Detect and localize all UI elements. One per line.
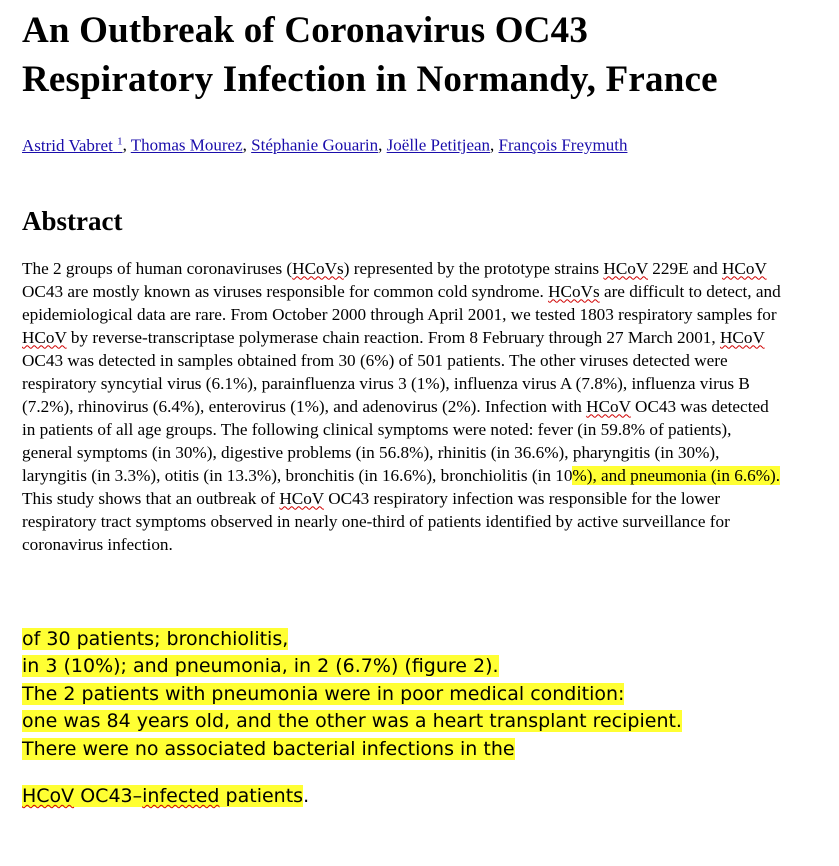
highlighted-text[interactable]: OC43– (74, 785, 143, 808)
abstract-heading: Abstract (22, 205, 123, 236)
author-separator: , (242, 135, 252, 155)
tail-period: . (303, 785, 310, 808)
author-link[interactable] (387, 136, 490, 155)
excerpt-line-text[interactable]: The 2 patients with pneumonia were in poor medical condition: (22, 682, 625, 705)
author-link[interactable] (131, 136, 243, 155)
abstract-text: The 2 groups of human coronaviruses ( (22, 258, 293, 278)
author-link[interactable] (251, 136, 378, 155)
abstract-text: ) represented by the prototype strains (343, 258, 604, 278)
author-separator: , (378, 135, 387, 155)
document-page (22, 0, 822, 810)
abstract-text: are difficult to detect, and epidemiological data are rare. From October 2000 through April 2001, we tested 1803 respiratory samples for (22, 281, 781, 324)
spellcheck-word[interactable]: HCoV (721, 258, 767, 278)
highlighted-text[interactable]: %), and pneumonia (in 6.6%). (572, 465, 781, 485)
excerpt-line (22, 626, 822, 654)
excerpt-line (22, 653, 822, 681)
spellcheck-word[interactable]: HCoV (279, 488, 324, 508)
affiliation-marker: 1 (117, 135, 123, 147)
author-name: Astrid Vabret (22, 135, 113, 155)
highlighted-excerpt (22, 626, 822, 764)
abstract-text: OC43 respiratory infection was responsible for the lower respiratory tract symptoms observed in nearly one-third of patients identified by active surveillance for coronavirus infection. (22, 488, 730, 554)
highlighted-text[interactable]: patients (219, 785, 304, 808)
author-separator: , (490, 135, 499, 155)
excerpt-tail (22, 783, 822, 810)
spellcheck-word[interactable]: HCoVs (292, 258, 344, 278)
abstract-text: OC43 was detected in patients of all age groups. The following clinical symptoms were noted: fever (in 59.8% of patients), general symptoms (in 30%), digestive problems (in 56.8%), rhinitis (in 36.6%), pharyngitis (in 30%), laryngitis (in 3.3%), otitis (in 13.3%), bronchitis (in 16.6%), bronchiolitis (in 10 (22, 396, 769, 485)
author-name: Joëlle Petitjean (386, 135, 491, 155)
spellcheck-word[interactable]: HCoV (22, 785, 75, 808)
author-name: Stéphanie Gouarin (251, 135, 379, 155)
author-name: Thomas Mourez (130, 135, 243, 155)
excerpt-line-text[interactable]: There were no associated bacterial infections in the (22, 737, 515, 760)
spellcheck-word[interactable]: HCoV (22, 327, 67, 347)
abstract-text: OC43 are mostly known as viruses responsible for common cold syndrome. (22, 281, 549, 301)
excerpt-line-text[interactable]: in 3 (10%); and pneumonia, in 2 (6.7%) (figure 2). (22, 655, 499, 678)
author-separator: , (122, 135, 131, 155)
spellcheck-word[interactable]: HCoVs (548, 281, 600, 301)
title-line-2: Respiratory Infection in Normandy, France (22, 59, 718, 100)
abstract-text: by reverse-transcriptase polymerase chain reaction. From 8 February through 27 March 2001, (66, 327, 720, 347)
author-name: François Freymuth (498, 135, 628, 155)
excerpt-line-text[interactable]: of 30 patients; bronchiolitis, (22, 627, 289, 650)
abstract-text: This study shows that an outbreak of (22, 488, 280, 508)
excerpt-line (22, 681, 822, 709)
spellcheck-word[interactable]: HCoV (603, 258, 648, 278)
abstract-body (22, 257, 782, 556)
spellcheck-word[interactable]: infected (142, 785, 220, 808)
author-link[interactable] (499, 136, 628, 155)
author-list (22, 130, 822, 157)
title-line-1: An Outbreak of Coronavirus OC43 (22, 10, 589, 51)
spellcheck-word[interactable]: HCoV (719, 327, 765, 347)
author-link[interactable] (22, 136, 123, 155)
article-title (22, 6, 822, 104)
spellcheck-word[interactable]: HCoV (586, 396, 631, 416)
excerpt-line-text[interactable]: one was 84 years old, and the other was a heart transplant recipient. (22, 710, 682, 733)
excerpt-line (22, 708, 822, 736)
excerpt-line (22, 736, 822, 764)
abstract-text: OC43 was detected in samples obtained from 30 (6%) of 501 patients. The other viruses detected were respiratory syncytial virus (6.1%), parainfluenza virus 3 (1%), influenza virus A (7.8%), influenza virus B (7.2%), rhinovirus (6.4%), enterovirus (1%), and adenovirus (2%). Infection with (22, 350, 750, 416)
abstract-text: 229E and (647, 258, 722, 278)
